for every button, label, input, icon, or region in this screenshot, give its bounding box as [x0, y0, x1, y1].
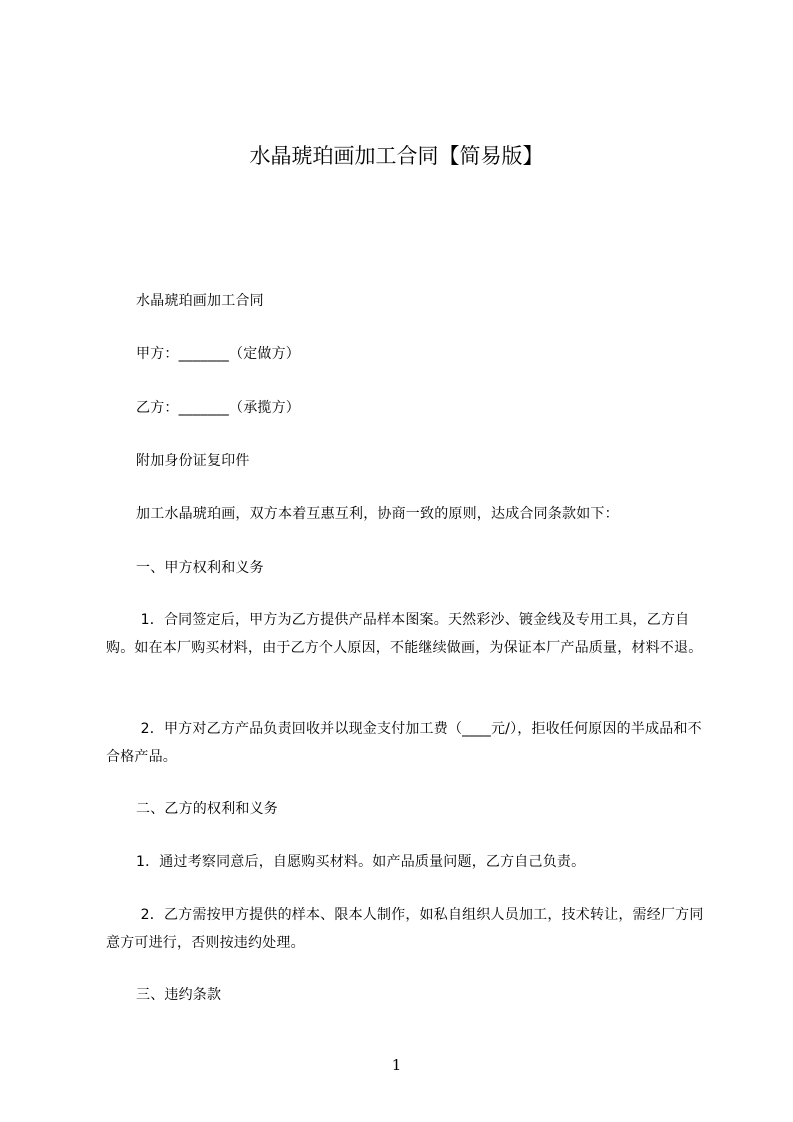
preamble-paragraph: 加工水晶琥珀画，双方本着互惠互利，协商一致的原则，达成合同条款如下：	[136, 506, 619, 522]
party-b-clause-2: 2．乙方需按甲方提供的样本、限本人制作，如私自组织人员加工，技术转让，需经厂方同意方可进行，否则按违约处理。	[106, 907, 704, 951]
section-heading-breach: 三、违约条款	[136, 987, 222, 1003]
party-b-line: 乙方：_______（承揽方）	[136, 400, 300, 416]
party-a-clause-1: 1．合同签定后，甲方为乙方提供产品样本图案。天然彩沙、镀金线及专用工具，乙方自购。如在本厂购买材料，由于乙方个人原因，不能继续做画，为保证本厂产品质量，材料不退。	[106, 612, 703, 656]
contract-heading: 水晶琥珀画加工合同	[136, 293, 264, 309]
party-b-clause-1: 1．通过考察同意后，自愿购买材料。如产品质量问题，乙方自己负责。	[136, 854, 586, 870]
section-heading-party-b: 二、乙方的权利和义务	[136, 801, 278, 817]
document-title: 水晶琥珀画加工合同【简易版】	[249, 144, 544, 168]
page-number: 1	[391, 1056, 402, 1074]
section-heading-party-a: 一、甲方权利和义务	[136, 560, 264, 576]
party-a-clause-2: 2．甲方对乙方产品负责回收并以现金支付加工费（____元/），拒收任何原因的半成品和不合格产品。	[106, 721, 702, 765]
party-a-line: 甲方：_______（定做方）	[136, 346, 300, 362]
attachment-note: 附加身份证复印件	[136, 453, 250, 469]
